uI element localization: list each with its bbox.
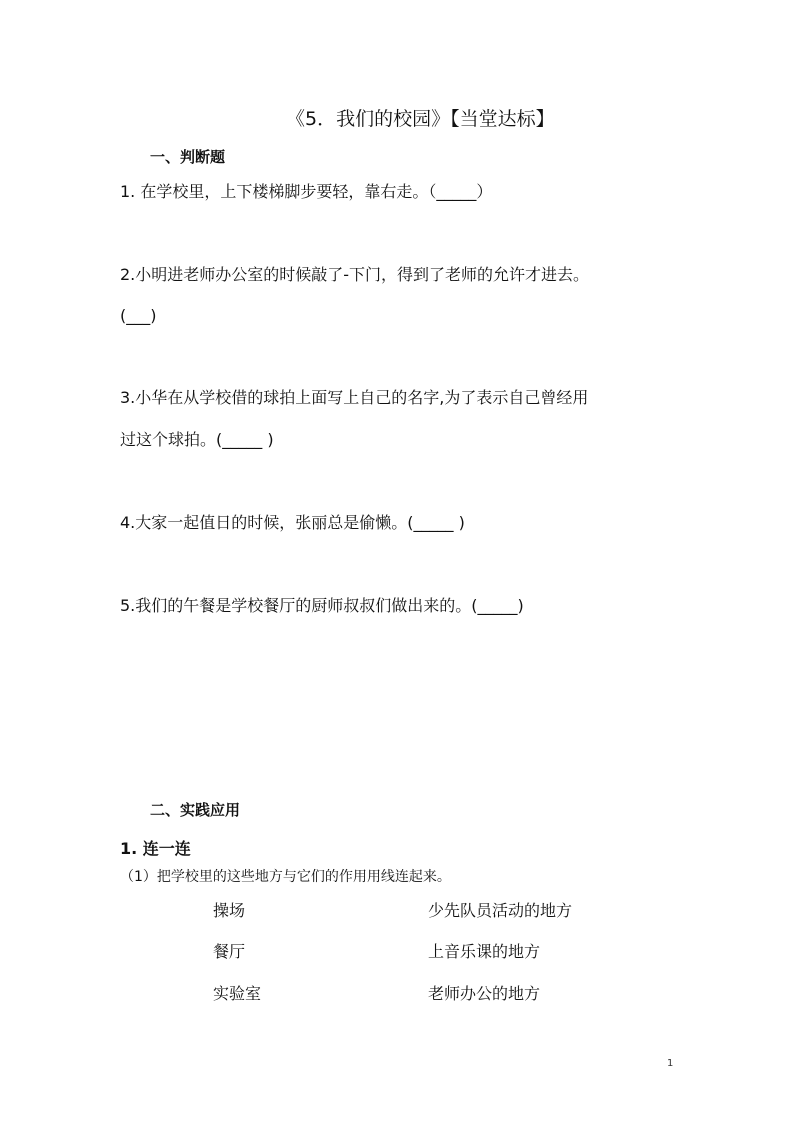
question-3-line-2: 过这个球拍。(_____ ) (120, 430, 274, 449)
question-4: 4.大家一起值日的时候，张丽总是偷懒。(_____ ) (120, 513, 465, 532)
purpose-item: 上音乐课的地方 (428, 942, 541, 961)
place-item: 实验室 (213, 984, 262, 1003)
section-heading-judgement: 一、判断题 (150, 148, 226, 166)
question-3-line-1: 3.小华在从学校借的球拍上面写上自己的名字,为了表示自己曾经用 (120, 388, 589, 407)
page-title: 《5．我们的校园》【当堂达标】 (286, 108, 555, 130)
purpose-item: 老师办公的地方 (428, 984, 541, 1003)
question-2-line-2: (___) (120, 306, 157, 325)
subsection-heading-connect: 1. 连一连 (120, 839, 191, 858)
question-1: 1. 在学校里，上下楼梯脚步要轻，靠右走。（_____） (120, 182, 493, 201)
place-item: 餐厅 (213, 942, 246, 961)
question-2-line-1: 2.小明进老师办公室的时候敲了-下门，得到了老师的允许才进去。 (120, 265, 590, 284)
matching-instruction: （1）把学校里的这些地方与它们的作用用线连起来。 (120, 869, 451, 885)
question-5: 5.我们的午餐是学校餐厅的厨师叔叔们做出来的。(_____) (120, 596, 524, 615)
page-number: 1 (667, 1058, 674, 1069)
section-heading-practice: 二、实践应用 (150, 801, 241, 819)
purpose-item: 少先队员活动的地方 (428, 901, 573, 920)
place-item: 操场 (213, 901, 246, 920)
